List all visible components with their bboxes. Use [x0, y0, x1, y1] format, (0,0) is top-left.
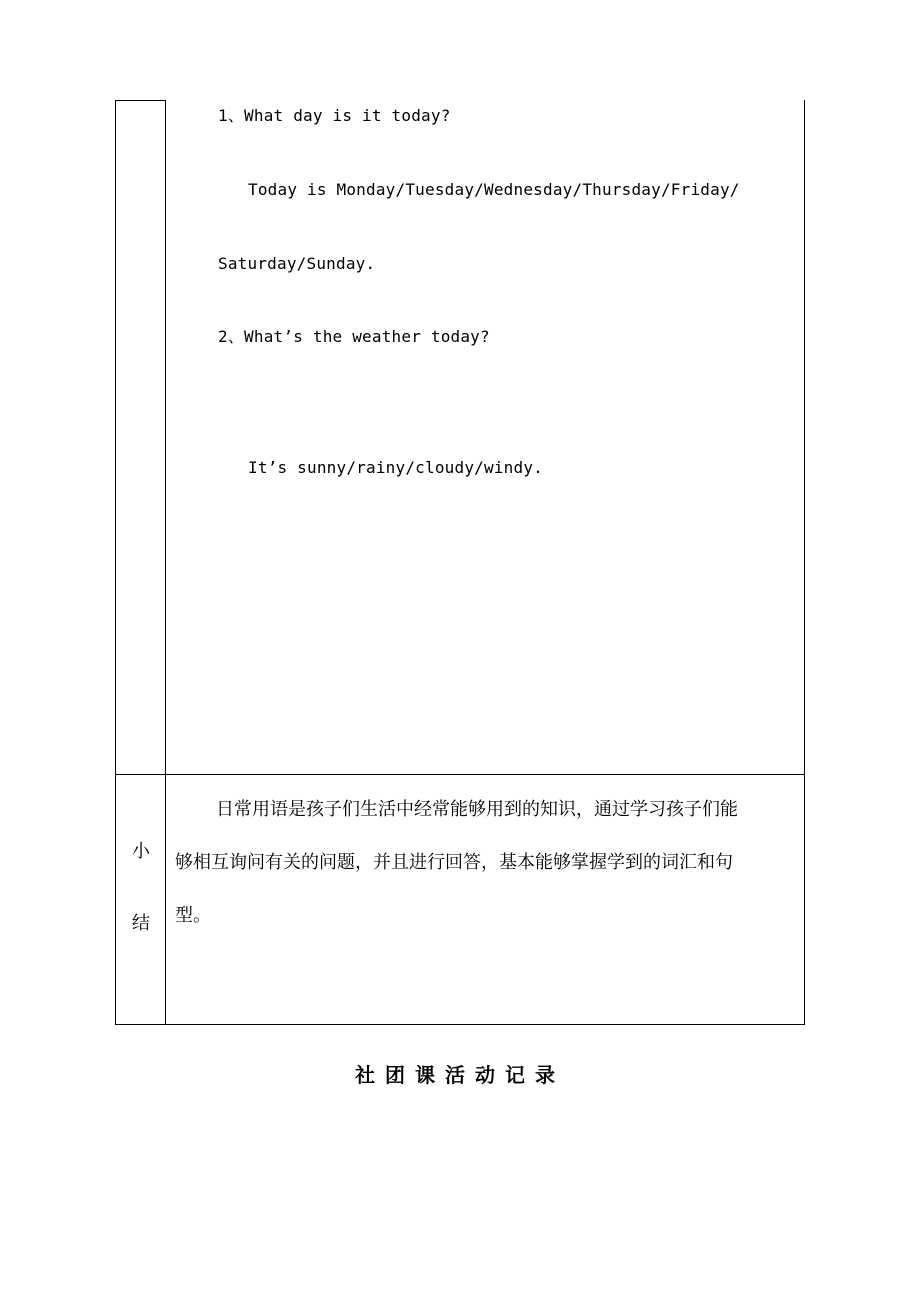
table-right-border [804, 100, 805, 1025]
summary-line-1: 日常用语是孩子们生活中经常能够用到的知识，通过学习孩子们能 [216, 799, 738, 820]
table-left-border [115, 100, 116, 1025]
summary-line-3: 型。 [175, 905, 211, 926]
table-top-left-border [115, 100, 166, 101]
summary-label-char-2: 结 [132, 913, 150, 934]
table-row-divider [115, 774, 805, 775]
question-2: 2、What’s the weather today? [218, 327, 490, 346]
answer-1-line-2: Saturday/Sunday. [218, 254, 376, 273]
answer-2: It’s sunny/rainy/cloudy/windy. [248, 458, 543, 477]
table-column-divider [165, 100, 166, 1025]
table-bottom-border [115, 1024, 805, 1025]
page-title: 社团课活动记录 [355, 1063, 565, 1087]
question-1: 1、What day is it today? [218, 106, 451, 125]
answer-1-line-1: Today is Monday/Tuesday/Wednesday/Thursday/Friday/ [248, 180, 740, 199]
summary-line-2: 够相互询问有关的问题，并且进行回答，基本能够掌握学到的词汇和句 [175, 852, 733, 873]
summary-label-char-1: 小 [132, 841, 150, 862]
